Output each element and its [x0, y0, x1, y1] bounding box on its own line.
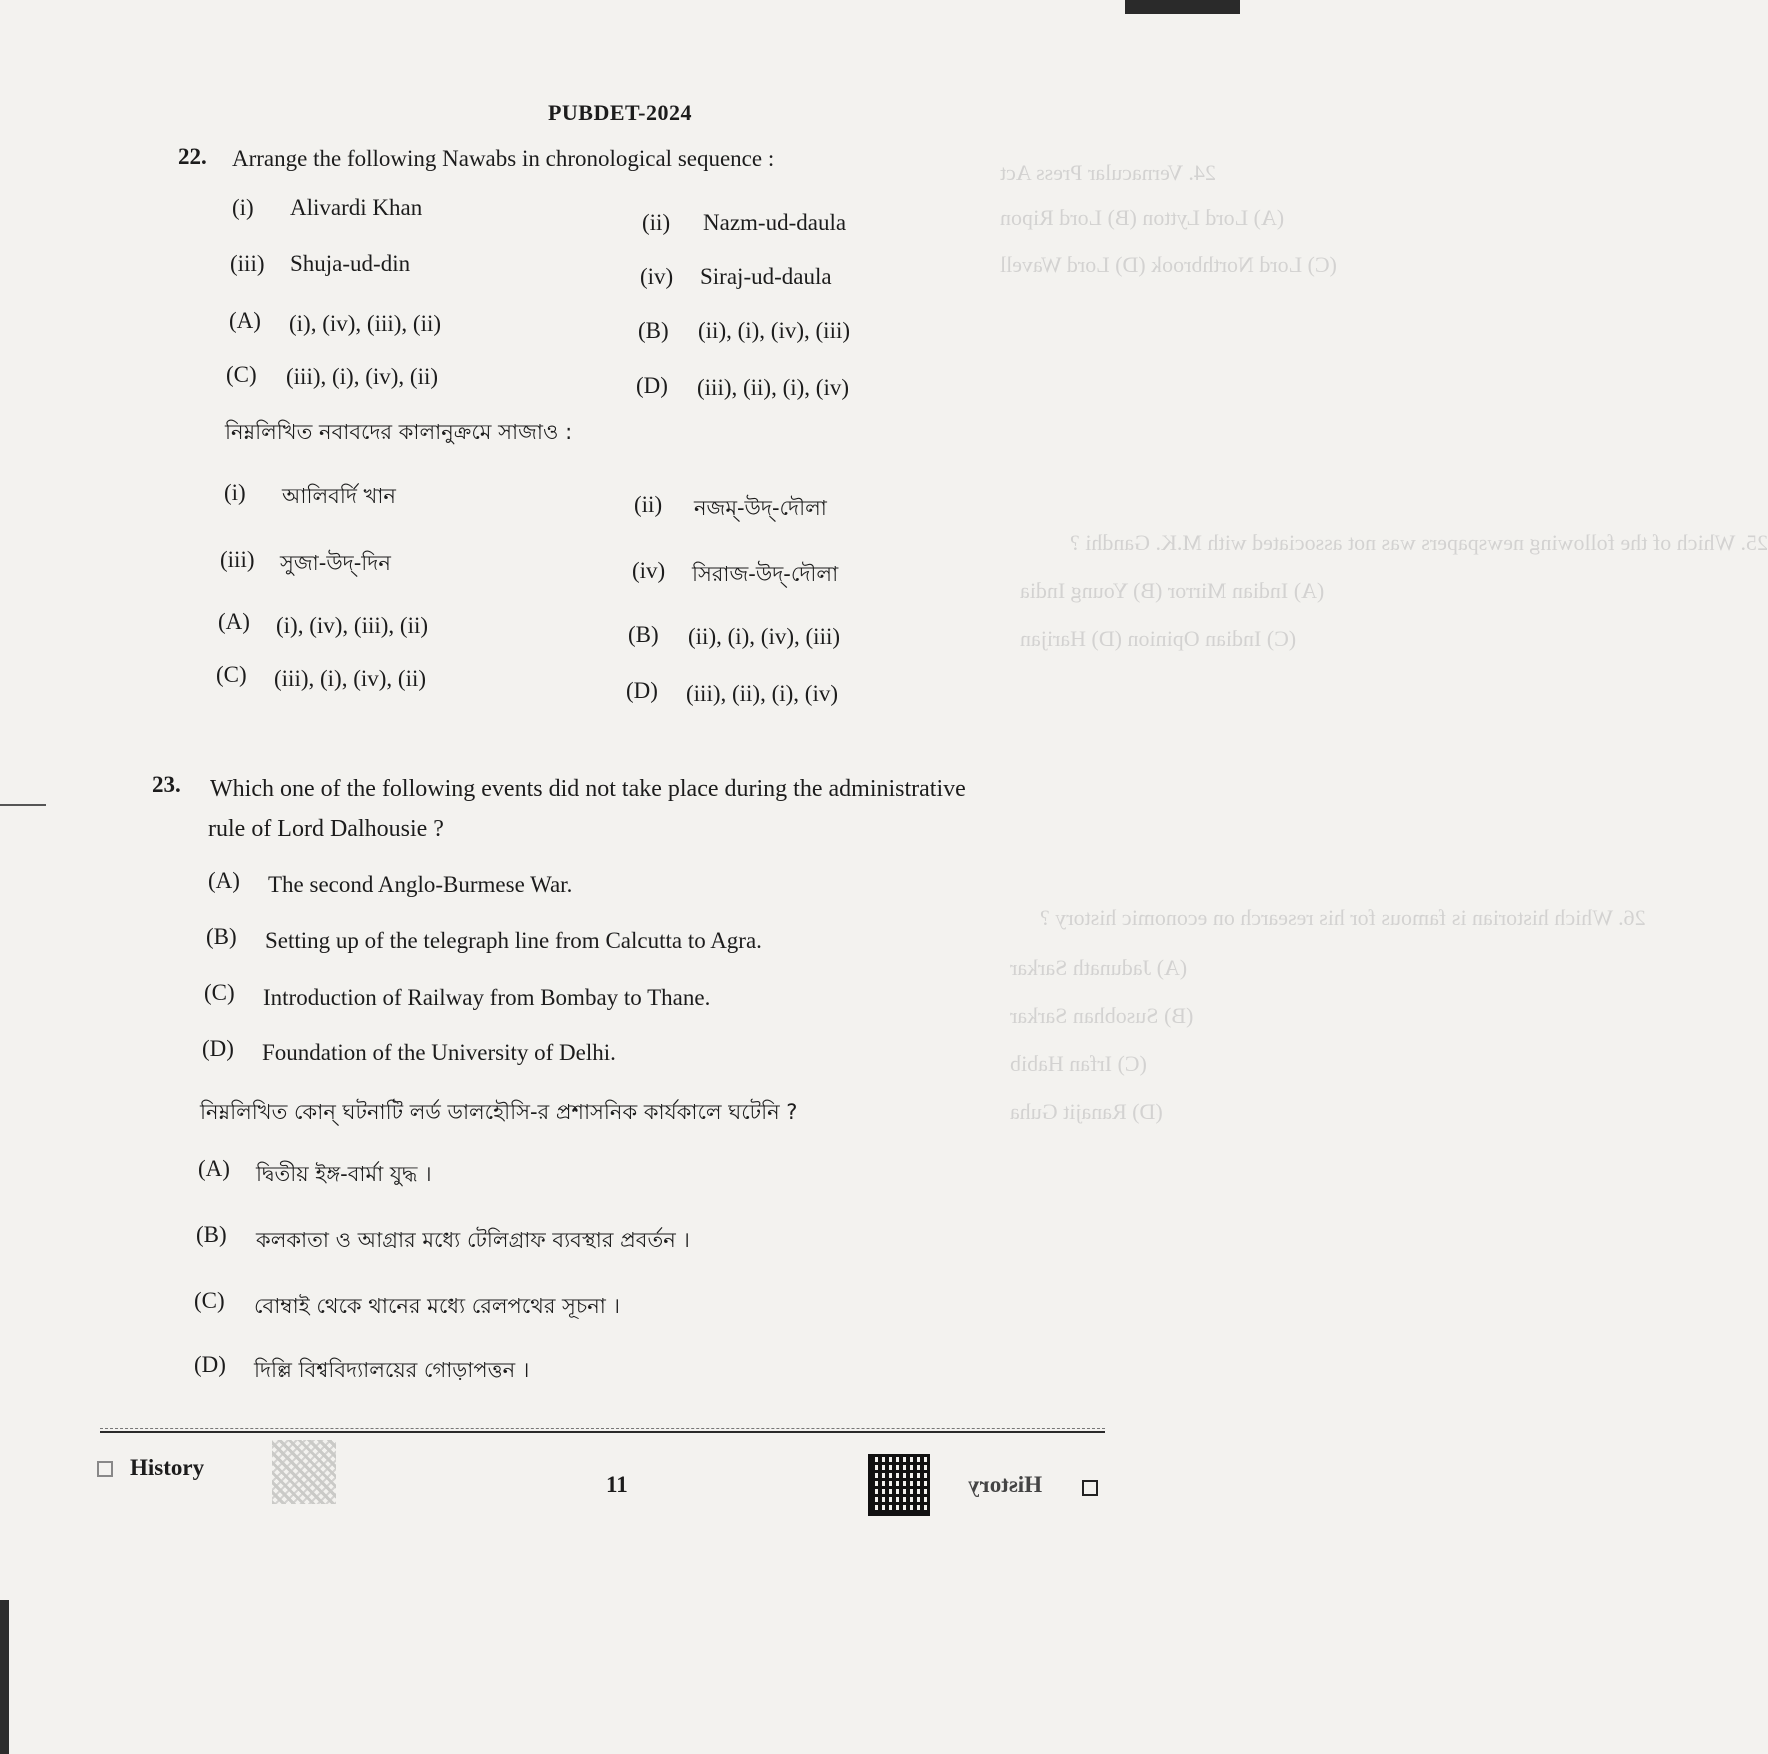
option-label: (A): [218, 609, 250, 634]
bleed-line: (C) Indian Opinion (D) Harijan: [1020, 626, 1297, 651]
item-label: (iv): [632, 558, 666, 583]
scan-edge-top: [1125, 0, 1240, 14]
bleed-line: 25. Which of the following newspapers was not associated with M.K. Gandhi ?: [1070, 530, 1768, 555]
footer-divider-dashed: [100, 1428, 1105, 1429]
bleed-line: (A) Jadunath Sarkar: [1010, 955, 1188, 980]
item-text: Alivardi Khan: [290, 195, 423, 220]
item-label: (iii): [220, 547, 255, 572]
option-label: (D): [626, 678, 658, 703]
question-text: Which one of the following events did not take place during the administrative: [210, 776, 966, 802]
option-label: (C): [194, 1288, 225, 1313]
bleed-line: (B) Susobhan Sarkar: [1010, 1003, 1194, 1028]
page-header: PUBDET-2024: [547, 100, 693, 125]
qr-code-icon: [868, 1454, 930, 1516]
option-text: (i), (iv), (iii), (ii): [289, 311, 442, 336]
question-text-bengali: নিম্নলিখিত নবাবদের কালানুক্রমে সাজাও :: [225, 420, 573, 444]
bleed-line: (A) Indian Mirror (B) Young India: [1020, 578, 1325, 603]
item-label: (i): [232, 195, 254, 220]
faint-qr-code-icon: [272, 1440, 336, 1504]
option-label: (B): [196, 1222, 227, 1247]
option-text: (iii), (ii), (i), (iv): [686, 681, 839, 706]
option-text: (ii), (i), (iv), (iii): [698, 318, 851, 343]
item-label: (ii): [634, 492, 663, 517]
question-text: Arrange the following Nawabs in chronological sequence :: [232, 146, 775, 171]
question-number: 23.: [152, 772, 181, 797]
option-label: (D): [194, 1352, 226, 1377]
bleed-line: 24. Vernacular Press Act: [1000, 160, 1216, 185]
square-icon: [97, 1461, 113, 1477]
page-number: 11: [606, 1472, 628, 1497]
item-text-bengali: আলিবর্দি খান: [282, 484, 396, 508]
item-label: (i): [224, 480, 246, 505]
footer-subject: History: [130, 1455, 205, 1480]
option-text: (i), (iv), (iii), (ii): [276, 613, 429, 638]
option-label: (A): [208, 868, 240, 893]
option-text: (ii), (i), (iv), (iii): [688, 624, 841, 649]
option-label: (B): [206, 924, 237, 949]
option-text: Introduction of Railway from Bombay to Thane.: [263, 985, 711, 1010]
question-number: 22.: [178, 144, 207, 169]
option-label: (D): [202, 1036, 234, 1061]
item-text-bengali: সুজা-উদ্-দিন: [280, 551, 391, 575]
footer-subject-mirrored: History: [968, 1472, 1043, 1497]
option-label: (C): [216, 662, 247, 687]
item-label: (ii): [642, 210, 671, 235]
question-text: rule of Lord Dalhousie ?: [208, 816, 444, 842]
option-label: (C): [204, 980, 235, 1005]
item-text-bengali: নজম্-উদ্-দৌলা: [694, 496, 827, 520]
footer-divider: [100, 1431, 1105, 1433]
option-text-bengali: দ্বিতীয় ইঙ্গ-বার্মা যুদ্ধ ।: [256, 1162, 432, 1186]
option-text: (iii), (ii), (i), (iv): [697, 375, 850, 400]
square-icon: [1082, 1480, 1098, 1496]
option-label: (B): [638, 318, 669, 343]
scan-mark: [0, 804, 46, 806]
bleed-line: 26. Which historian is famous for his research on economic history ?: [1040, 905, 1646, 930]
question-text-bengali: নিম্নলিখিত কোন্ ঘটনাটি লর্ড ডালহৌসি-র প্রশাসনিক কার্যকালে ঘটেনি ?: [200, 1100, 798, 1124]
option-label: (A): [229, 308, 261, 333]
scan-edge-left: [0, 1600, 9, 1754]
item-label: (iv): [640, 264, 674, 289]
item-text-bengali: সিরাজ-উদ্-দৌলা: [692, 562, 839, 586]
option-label: (C): [226, 362, 257, 387]
item-text: Siraj-ud-daula: [700, 264, 832, 289]
bleed-line: (A) Lord Lytton (B) Lord Ripon: [1000, 205, 1285, 230]
option-label: (B): [628, 622, 659, 647]
option-text-bengali: বোম্বাই থেকে থানের মধ্যে রেলপথের সূচনা ।: [254, 1294, 621, 1318]
option-label: (D): [636, 373, 668, 398]
option-text-bengali: দিল্লি বিশ্ববিদ্যালয়ের গোড়াপত্তন ।: [254, 1358, 530, 1382]
bleed-line: (C) Irfan Habib: [1010, 1051, 1147, 1076]
bleed-line: (D) Ranajit Guha: [1010, 1099, 1163, 1124]
option-text: Foundation of the University of Delhi.: [262, 1040, 616, 1065]
option-text: (iii), (i), (iv), (ii): [286, 364, 439, 389]
option-text: (iii), (i), (iv), (ii): [274, 666, 427, 691]
item-label: (iii): [230, 251, 265, 276]
item-text: Nazm-ud-daula: [703, 210, 847, 235]
option-text: The second Anglo-Burmese War.: [268, 872, 573, 897]
bleed-line: (C) Lord Northbrook (D) Lord Wavell: [1000, 252, 1337, 277]
item-text: Shuja-ud-din: [290, 251, 411, 276]
option-text: Setting up of the telegraph line from Calcutta to Agra.: [265, 928, 762, 953]
option-label: (A): [198, 1156, 230, 1181]
option-text-bengali: কলকাতা ও আগ্রার মধ্যে টেলিগ্রাফ ব্যবস্থার প্রবর্তন ।: [256, 1228, 690, 1252]
